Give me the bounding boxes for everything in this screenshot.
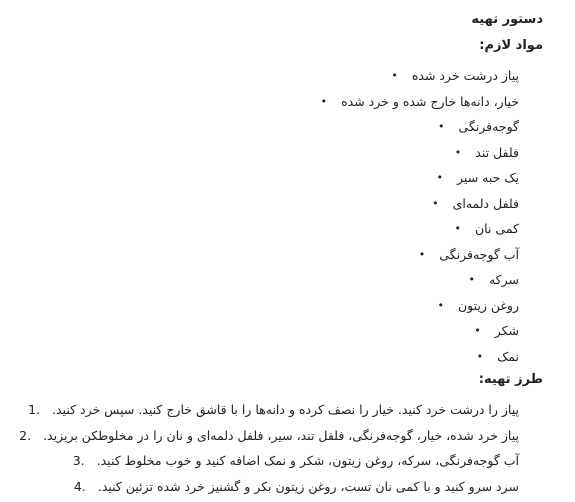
step-item xyxy=(0,397,575,423)
step-item xyxy=(0,448,575,474)
ingredient-item xyxy=(0,267,575,293)
ingredient-text: خیار، دانه‌ها خارج شده و خرد شده xyxy=(341,93,519,109)
ingredient-text: پیاز درشت خرد شده xyxy=(411,68,519,83)
method-heading: طرز تهیه: xyxy=(478,372,543,387)
ingredients-list xyxy=(0,63,575,369)
bullet-icon: • xyxy=(454,222,461,235)
step-item xyxy=(0,474,575,500)
ingredient-item xyxy=(0,89,575,115)
ingredient-text: فلفل دلمه‌ای xyxy=(452,195,519,211)
step-number: .2 xyxy=(19,427,32,443)
step-number: .4 xyxy=(73,478,86,494)
ingredient-text: نمک xyxy=(497,348,519,364)
ingredient-item xyxy=(0,344,575,370)
ingredient-text: کمی نان xyxy=(474,221,519,236)
ingredient-item xyxy=(0,318,575,344)
ingredient-text: آب گوجه‌فرنگی xyxy=(439,246,519,262)
ingredient-item xyxy=(0,242,575,268)
step-text: آب گوجه‌فرنگی، سرکه، روغن زیتون، شکر و نمک اضافه کنید و خوب مخلوط کنید. xyxy=(96,453,519,468)
ingredient-text: یک حبه سیر xyxy=(457,170,519,185)
bullet-icon: • xyxy=(437,298,444,312)
ingredient-item xyxy=(0,165,575,191)
step-text: پیاز خرد شده، خیار، گوجه‌فرنگی، فلفل تند، سیر، فلفل دلمه‌ای و نان را در مخلوطکن بریزید. xyxy=(43,427,519,443)
bullet-icon: • xyxy=(468,273,475,286)
ingredient-text: شکر xyxy=(494,323,519,338)
steps-list xyxy=(0,397,575,499)
ingredient-item xyxy=(0,63,575,89)
bullet-icon: • xyxy=(454,145,462,159)
bullet-icon: • xyxy=(391,69,398,82)
bullet-icon: • xyxy=(432,196,439,210)
ingredients-heading: مواد لازم: xyxy=(479,38,543,53)
ingredient-text: روغن زیتون xyxy=(457,297,519,313)
bullet-icon: • xyxy=(418,247,426,261)
bullet-icon: • xyxy=(320,94,328,108)
ingredient-item xyxy=(0,293,575,319)
step-number: .3 xyxy=(72,453,85,468)
bullet-icon: • xyxy=(437,120,445,133)
ingredient-text: فلفل تند xyxy=(475,144,519,160)
bullet-icon: • xyxy=(474,324,481,337)
ingredient-text: سرکه xyxy=(488,272,519,287)
step-text: پیاز را درشت خرد کنید. خیار را نصف کرده و دانه‌ها را با قاشق خارج کنید. سپس خرد کنید. xyxy=(52,402,519,417)
ingredient-item xyxy=(0,114,575,140)
ingredient-item xyxy=(0,140,575,166)
ingredient-item xyxy=(0,216,575,242)
ingredient-item xyxy=(0,191,575,217)
step-text: سرد سرو کنید و با کمی نان تست، روغن زیتون بکر و گشنیز خرد شده تزئین کنید. xyxy=(97,478,519,494)
ingredient-text: گوجه‌فرنگی xyxy=(458,119,519,134)
page-title: دستور تهیه xyxy=(471,12,543,27)
step-number: .1 xyxy=(28,402,41,417)
bullet-icon: • xyxy=(476,349,484,363)
step-item xyxy=(0,423,575,449)
bullet-icon: • xyxy=(436,171,444,184)
